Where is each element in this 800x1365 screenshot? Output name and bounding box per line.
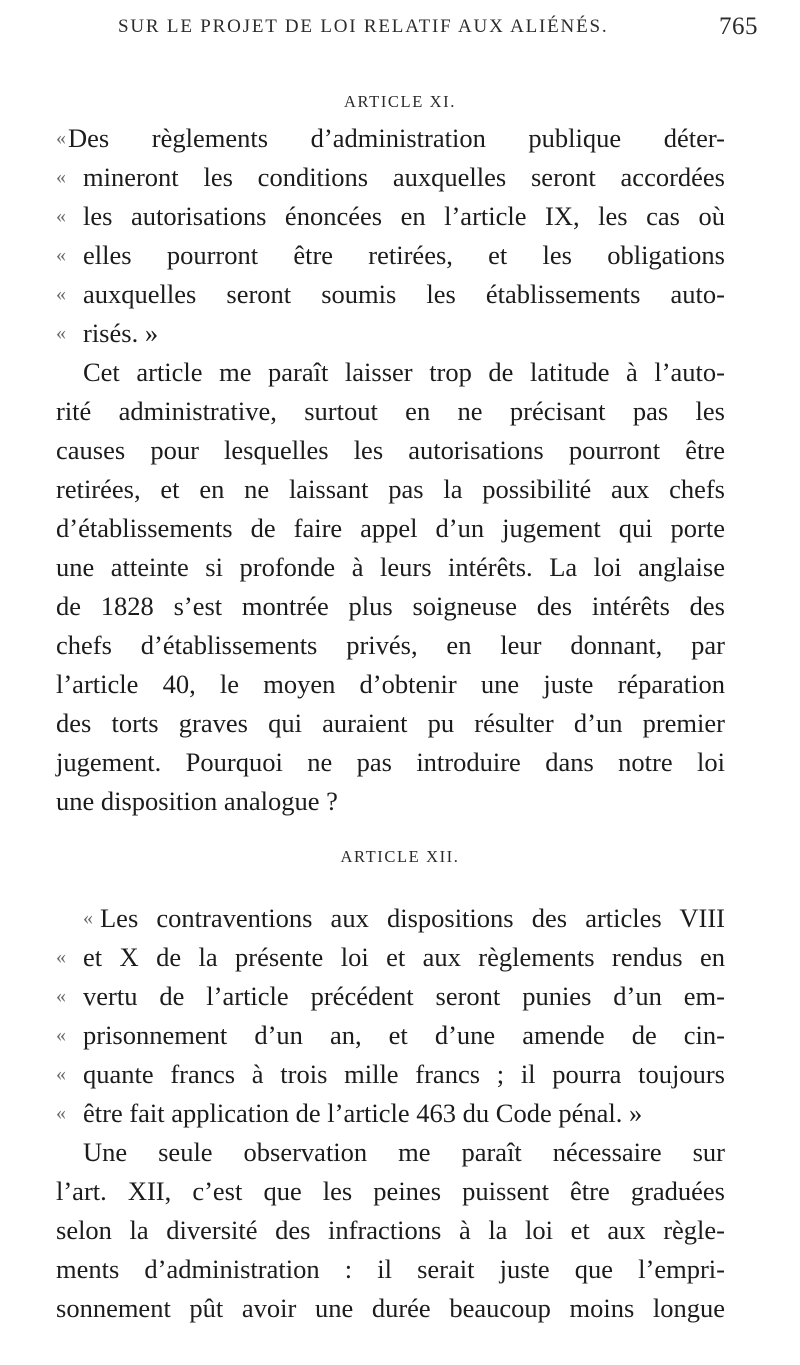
article-12-quote-line: Les contraventions aux dispositions des articles VIII [100, 903, 725, 933]
quote-mark: « [56, 322, 66, 344]
article-11-commentary-line: une atteinte si profonde à leurs intérêts. La loi anglaise [56, 552, 725, 582]
quote-mark: « [56, 244, 66, 266]
article-12-quote-line: prisonnement d’un an, et d’une amende de cin- [83, 1020, 725, 1050]
article-11-commentary-line: d’établissements de faire appel d’un jugement qui porte [56, 513, 725, 543]
quote-mark: « [56, 283, 66, 305]
article-11-commentary-line: Cet article me paraît laisser trop de latitude à l’auto- [83, 357, 725, 387]
quote-mark: « [56, 166, 66, 188]
article-11-commentary-line: jugement. Pourquoi ne pas introduire dans notre loi [56, 747, 725, 777]
article-12-commentary-line: selon la diversité des infractions à la loi et aux règle- [56, 1215, 725, 1245]
article-12-commentary-line: sonnement pût avoir une durée beaucoup moins longue [56, 1293, 725, 1323]
article-11-commentary-line: rité administrative, surtout en ne précisant pas les [56, 396, 725, 426]
article-12-heading: ARTICLE XII. [340, 847, 460, 866]
article-12-quote-line: quante francs à trois mille francs ; il pourra toujours [83, 1059, 725, 1089]
article-11-quote-line: Des règlements d’administration publique déter- [68, 123, 725, 153]
article-12-quote-line: vertu de l’article précédent seront punies d’un em- [83, 981, 725, 1011]
article-11-heading: ARTICLE XI. [344, 92, 456, 111]
quote-mark: « [56, 1024, 66, 1046]
article-11-quote-line: les autorisations énoncées en l’article IX, les cas où [83, 201, 725, 231]
quote-mark: « [56, 1102, 66, 1124]
article-11-quote-line: risés. » [83, 318, 159, 348]
article-11-commentary-line: chefs d’établissements privés, en leur donnant, par [56, 630, 725, 660]
article-11-commentary-line: une disposition analogue ? [56, 786, 338, 816]
quote-mark: « [56, 946, 66, 968]
page-number: 765 [719, 13, 758, 40]
article-11-quote-line: auxquelles seront soumis les établissements auto- [83, 279, 725, 309]
quote-mark: « [56, 985, 66, 1007]
article-12-quote-line: et X de la présente loi et aux règlements rendus en [83, 942, 725, 972]
running-head [118, 13, 758, 46]
article-12-commentary-line: ments d’administration : il serait juste que l’empri- [56, 1254, 725, 1284]
article-11-quote-line: mineront les conditions auxquelles seront accordées [83, 162, 725, 192]
article-11-commentary-line: des torts graves qui auraient pu résulter d’un premier [56, 708, 725, 738]
running-head-title: SUR LE PROJET DE LOI RELATIF AUX ALIÉNÉS. [118, 16, 609, 37]
quote-mark: « [56, 127, 66, 149]
quote-mark: « [83, 907, 93, 929]
article-12-quote-line: être fait application de l’article 463 du Code pénal. » [83, 1098, 643, 1128]
article-11-commentary-line: de 1828 s’est montrée plus soigneuse des intérêts des [56, 591, 725, 621]
article-11-quote-line: elles pourront être retirées, et les obligations [83, 240, 725, 270]
quote-mark: « [56, 1063, 66, 1085]
article-11-commentary-line: retirées, et en ne laissant pas la possibilité aux chefs [56, 474, 725, 504]
quote-mark: « [56, 205, 66, 227]
article-12-commentary-line: Une seule observation me paraît nécessaire sur [83, 1137, 725, 1167]
article-12-commentary-line: l’art. XII, c’est que les peines puissent être graduées [56, 1176, 725, 1206]
article-11-commentary-line: causes pour lesquelles les autorisations pourront être [56, 435, 725, 465]
article-11-commentary-line: l’article 40, le moyen d’obtenir une juste réparation [56, 669, 725, 699]
